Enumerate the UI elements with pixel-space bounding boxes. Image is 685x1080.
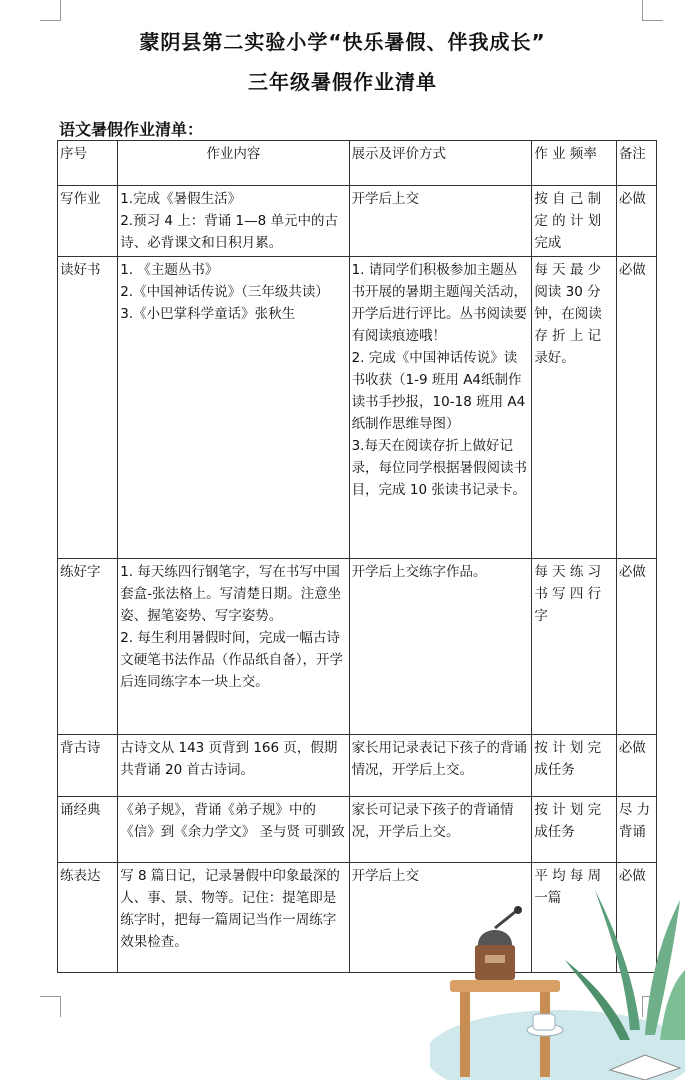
eval-line: 开学后上交 bbox=[351, 191, 420, 207]
row-note: 尽 力 背诵 bbox=[616, 797, 656, 863]
content-line: 古诗文从 143 页背到 166 页，假期共背诵 20 首古诗词。 bbox=[120, 740, 338, 778]
row-no: 诵经典 bbox=[58, 797, 118, 863]
eval-line: 3.每天在阅读存折上做好记录，每位同学根据暑假阅读书目，完成 10 张读书记录卡。 bbox=[351, 438, 528, 498]
row-freq: 每 天 最 少阅读 30 分钟，在阅读存 折 上 记录好。 bbox=[532, 257, 617, 559]
row-note: 必做 bbox=[616, 559, 656, 735]
row-freq: 每 天 练 习书 写 四 行字 bbox=[532, 559, 617, 735]
row-freq: 平 均 每 周一篇 bbox=[532, 863, 617, 973]
decorative-illustration bbox=[430, 830, 685, 1080]
row-content bbox=[118, 257, 349, 559]
table-row bbox=[58, 186, 657, 257]
eval-line: 2. 完成《中国神话传说》读书收获（1-9 班用 A4纸制作读书手抄报，10-18 班用 A4 纸制作思维导图） bbox=[351, 350, 526, 432]
table-row bbox=[58, 257, 657, 559]
row-content bbox=[118, 186, 349, 257]
row-eval bbox=[349, 559, 532, 735]
row-eval bbox=[349, 735, 532, 797]
content-line: 1. 每天练四行钢笔字，写在书写中国套盒-张法格上。写清楚日期。注意坐姿、握笔姿势、写字姿势。 bbox=[120, 564, 342, 624]
eval-line: 家长用记录表记下孩子的背诵情况，开学后上交。 bbox=[351, 740, 528, 778]
content-line: 写 8 篇日记，记录暑假中印象最深的人、事、景、物等。记住：提笔即是练字时，把每一篇周记当作一周练字效果检查。 bbox=[120, 868, 340, 950]
eval-line: 1. 请同学们积极参加主题丛书开展的暑期主题闯关活动，开学后进行评比。丛书阅读要有阅读痕迹哦！ bbox=[351, 262, 528, 344]
row-freq: 按 计 划 完成任务 bbox=[532, 735, 617, 797]
row-content bbox=[118, 797, 349, 863]
header-eval: 展示及评价方式 bbox=[349, 141, 532, 186]
table-header-row bbox=[58, 141, 657, 186]
row-note: 必做 bbox=[616, 186, 656, 257]
eval-line: 家长可记录下孩子的背诵情况，开学后上交。 bbox=[351, 802, 514, 840]
row-note: 必做 bbox=[616, 863, 656, 973]
row-no: 练好字 bbox=[58, 559, 118, 735]
crop-mark-bottom-left bbox=[40, 996, 61, 1017]
content-line: 1.完成《暑假生活》 bbox=[120, 191, 242, 207]
table-row bbox=[58, 559, 657, 735]
row-note: 必做 bbox=[616, 735, 656, 797]
header-no: 序号 bbox=[58, 141, 118, 186]
row-eval bbox=[349, 186, 532, 257]
content-line: 2. 每生利用暑假时间，完成一幅古诗文硬笔书法作品（作品纸自备），开学后连同练字本一块上交。 bbox=[120, 630, 343, 690]
content-line: 《弟子规》，背诵《弟子规》中的《信》到《余力学文》 圣与贤 可驯致 bbox=[120, 802, 345, 840]
content-line: 3.《小巴掌科学童话》张秋生 bbox=[120, 306, 296, 322]
content-line: 2.《中国神话传说》（三年级共读） bbox=[120, 284, 329, 300]
row-freq: 按 计 划 完成任务 bbox=[532, 797, 617, 863]
row-freq: 按 自 己 制定 的 计 划完成 bbox=[532, 186, 617, 257]
coffee-grinder-icon bbox=[475, 906, 522, 980]
row-no: 背古诗 bbox=[58, 735, 118, 797]
document-subtitle: 三年级暑假作业清单 bbox=[248, 70, 437, 94]
row-content bbox=[118, 559, 349, 735]
row-note: 必做 bbox=[616, 257, 656, 559]
section-title: 语文暑假作业清单： bbox=[59, 120, 204, 139]
eval-line: 开学后上交 bbox=[351, 868, 420, 884]
header-freq: 作 业 频率 bbox=[532, 141, 617, 186]
crop-mark-top-right bbox=[642, 0, 663, 21]
row-eval bbox=[349, 257, 532, 559]
row-no: 练表达 bbox=[58, 863, 118, 973]
row-content bbox=[118, 735, 349, 797]
document-title: 蒙阴县第二实验小学“快乐暑假、伴我成长” bbox=[139, 30, 546, 54]
row-no: 读好书 bbox=[58, 257, 118, 559]
content-line: 2.预习 4 上：背诵 1—8 单元中的古诗、必背课文和日积月累。 bbox=[120, 213, 339, 251]
content-line: 1. 《主题丛书》 bbox=[120, 262, 219, 278]
header-content: 作业内容 bbox=[118, 141, 349, 186]
row-content bbox=[118, 863, 349, 973]
header-note: 备注 bbox=[616, 141, 656, 186]
table-row bbox=[58, 735, 657, 797]
crop-mark-top-left bbox=[40, 0, 61, 21]
row-no: 写作业 bbox=[58, 186, 118, 257]
eval-line: 开学后上交练字作品。 bbox=[351, 564, 487, 580]
